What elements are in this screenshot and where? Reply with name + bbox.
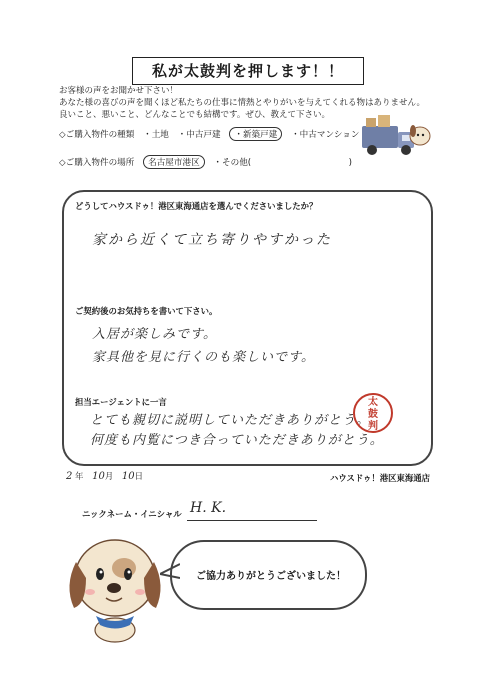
nickname-line	[187, 520, 317, 521]
answer-feelings-line-1: 入居が楽しみです。	[92, 327, 217, 342]
property-type-label: ◇ご購入物件の種類	[59, 130, 135, 140]
approval-stamp	[353, 393, 393, 433]
answer-feelings-line-2: 家具他を見に行くのも楽しいです。	[92, 350, 315, 365]
option-used-condo[interactable]: ・中古マンション	[291, 130, 360, 140]
answer-agent-line-1: とても親切に説明していただきありがとう。	[90, 413, 371, 428]
moving-truck-icon	[360, 112, 432, 160]
date-month-unit: 月	[104, 471, 114, 481]
question-agent-comment: 担当エージェントに一言	[75, 397, 167, 407]
thanks-message: ご協力ありがとうございました！	[196, 571, 346, 582]
intro-line-3: 良いこと、悪いこと、どんなことでも結構です。ぜひ、教えて下さい。	[59, 110, 330, 120]
date-day: 10	[121, 471, 135, 482]
stamp-char-3: 判	[368, 421, 378, 432]
question-why-store: どうしてハウスドゥ！港区東海通店を選んでくださいましたか？	[75, 201, 318, 211]
property-location-row	[59, 155, 352, 169]
answer-agent-line-2: 何度も内覧につき合っていただきありがとう。	[90, 433, 384, 448]
option-land[interactable]: ・土地	[143, 130, 169, 140]
stamp-char-2: 鼓	[368, 409, 378, 420]
property-type-row	[59, 127, 359, 141]
answer-why-store: 家から近くて立ち寄りやすかった	[92, 232, 332, 248]
location-selected[interactable]: 名古屋市港区	[143, 155, 205, 169]
question-feelings: ご契約後のお気持ちを書いて下さい。	[75, 306, 218, 316]
date-year: 2	[66, 471, 73, 482]
date-month: 10	[92, 471, 105, 482]
date-day-unit: 日	[134, 471, 143, 481]
date-year-unit: 年	[75, 471, 84, 481]
nickname-label: ニックネーム・イニシャル	[82, 509, 182, 519]
location-other[interactable]: ・その他(	[213, 158, 252, 168]
intro-line-2: あなた様の喜びの声を聞くほど私たちの仕事に情熱とやりがいを与えてくれる物はありません。	[59, 98, 426, 108]
stamp-char-1: 太	[368, 397, 378, 408]
option-new-house-selected[interactable]: ・新築戸建	[229, 127, 282, 141]
nickname-value[interactable]: H. K.	[190, 500, 227, 516]
date	[66, 470, 143, 482]
dog-mascot-icon	[60, 526, 170, 646]
intro-line-1: お客様の声をお聞かせ下さい！	[59, 86, 179, 96]
option-used-house[interactable]: ・中古戸建	[177, 130, 221, 140]
page-title: 私が太鼓判を押します！！	[132, 57, 364, 85]
location-other-close: )	[348, 158, 352, 168]
property-location-label: ◇ご購入物件の場所	[59, 158, 135, 168]
store-name: ハウスドゥ！港区東海通店	[330, 473, 431, 483]
